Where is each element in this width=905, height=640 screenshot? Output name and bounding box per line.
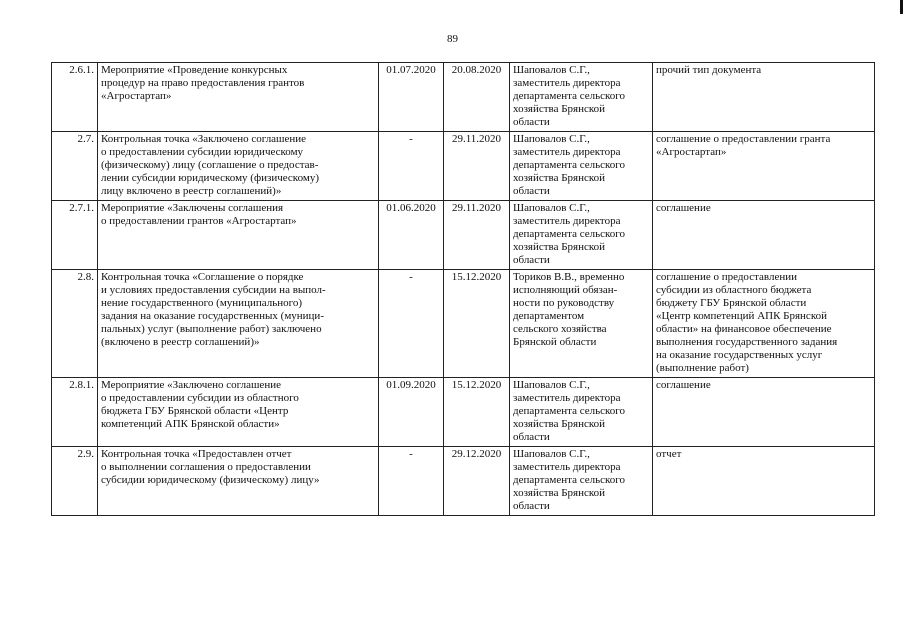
end-date: 29.11.2020 <box>444 132 510 201</box>
name-line: о выполнении соглашения о предоставлении <box>101 461 311 473</box>
name-line: и условиях предоставления субсидии на выпол- <box>101 284 326 296</box>
table-row <box>52 132 875 201</box>
document-line: субсидии из областного бюджета <box>656 284 812 296</box>
responsible-line: области <box>513 254 550 266</box>
document-type <box>653 63 875 132</box>
item-name <box>98 201 379 270</box>
responsible-line: ности по руководству <box>513 297 615 309</box>
end-date: 29.11.2020 <box>444 201 510 270</box>
name-line: субсидии юридическому (физическому) лицу» <box>101 474 320 486</box>
table-row <box>52 201 875 270</box>
item-name <box>98 447 379 516</box>
document-type <box>653 201 875 270</box>
item-number: 2.7. <box>52 132 98 201</box>
responsible-line: заместитель директора <box>513 461 621 473</box>
table-row <box>52 63 875 132</box>
document-line: «Центр компетенций АПК Брянской <box>656 310 827 322</box>
start-date: - <box>379 132 444 201</box>
name-line: о предоставлении субсидии юридическому <box>101 146 304 158</box>
responsible-line: Брянской области <box>513 336 597 348</box>
document-line: выполнения государственного задания <box>656 336 838 348</box>
end-date: 15.12.2020 <box>444 270 510 378</box>
document-type <box>653 270 875 378</box>
responsible-line: Ториков В.В., временно <box>513 271 625 283</box>
document-line: (выполнение работ) <box>656 362 749 374</box>
scan-edge-mark <box>900 0 903 14</box>
name-line: (физическому) лицу (соглашение о предостав- <box>101 159 319 171</box>
start-date: 01.09.2020 <box>379 378 444 447</box>
name-line: пальных) услуг (выполнение работ) заключено <box>101 323 322 335</box>
end-date: 29.12.2020 <box>444 447 510 516</box>
name-line: компетенций АПК Брянской области» <box>101 418 280 430</box>
item-number: 2.9. <box>52 447 98 516</box>
responsible-person <box>510 201 653 270</box>
implementation-plan-table <box>51 62 875 516</box>
document-line: соглашение о предоставлении гранта <box>656 133 831 145</box>
item-number: 2.8. <box>52 270 98 378</box>
responsible-line: исполняющий обязан- <box>513 284 618 296</box>
end-date: 15.12.2020 <box>444 378 510 447</box>
responsible-line: области <box>513 500 550 512</box>
responsible-person <box>510 378 653 447</box>
name-line: бюджета ГБУ Брянской области «Центр <box>101 405 289 417</box>
responsible-line: департамента сельского <box>513 405 626 417</box>
item-number: 2.8.1. <box>52 378 98 447</box>
document-line: отчет <box>656 448 682 460</box>
name-line: «Агростартап» <box>101 90 172 102</box>
start-date: 01.06.2020 <box>379 201 444 270</box>
responsible-line: хозяйства Брянской <box>513 487 606 499</box>
responsible-line: хозяйства Брянской <box>513 418 606 430</box>
document-line: на оказание государственных услуг <box>656 349 823 361</box>
responsible-line: заместитель директора <box>513 392 621 404</box>
start-date: 01.07.2020 <box>379 63 444 132</box>
responsible-line: области <box>513 431 550 443</box>
document-line: «Агростартап» <box>656 146 727 158</box>
item-name <box>98 270 379 378</box>
responsible-person <box>510 270 653 378</box>
responsible-line: Шаповалов С.Г., <box>513 448 590 460</box>
name-line: лении субсидии юридическому (физическому) <box>101 172 319 184</box>
responsible-line: сельского хозяйства <box>513 323 607 335</box>
name-line: процедур на право предоставления грантов <box>101 77 305 89</box>
responsible-line: департамента сельского <box>513 228 626 240</box>
name-line: задания на оказание государственных (муници- <box>101 310 324 322</box>
name-line: о предоставлении субсидии из областного <box>101 392 299 404</box>
responsible-line: области <box>513 185 550 197</box>
table-row <box>52 270 875 378</box>
name-line: Мероприятие «Заключены соглашения <box>101 202 284 214</box>
document-line: соглашение о предоставлении <box>656 271 797 283</box>
responsible-line: заместитель директора <box>513 146 621 158</box>
name-line: о предоставлении грантов «Агростартап» <box>101 215 297 227</box>
name-line: лицу включено в реестр соглашений)» <box>101 185 282 197</box>
responsible-person <box>510 63 653 132</box>
table-row <box>52 447 875 516</box>
name-line: (включено в реестр соглашений)» <box>101 336 260 348</box>
item-number: 2.7.1. <box>52 201 98 270</box>
page-number: 89 <box>447 33 458 45</box>
responsible-line: Шаповалов С.Г., <box>513 202 590 214</box>
item-name <box>98 63 379 132</box>
name-line: нение государственного (муниципального) <box>101 297 303 309</box>
item-name <box>98 132 379 201</box>
document-type <box>653 132 875 201</box>
responsible-line: хозяйства Брянской <box>513 172 606 184</box>
responsible-line: департамента сельского <box>513 474 626 486</box>
end-date: 20.08.2020 <box>444 63 510 132</box>
start-date: - <box>379 270 444 378</box>
responsible-person <box>510 132 653 201</box>
responsible-line: Шаповалов С.Г., <box>513 64 590 76</box>
responsible-line: департаментом <box>513 310 585 322</box>
responsible-line: департамента сельского <box>513 90 626 102</box>
name-line: Мероприятие «Проведение конкурсных <box>101 64 288 76</box>
document-line: соглашение <box>656 379 711 391</box>
responsible-line: Шаповалов С.Г., <box>513 379 590 391</box>
item-name <box>98 378 379 447</box>
responsible-line: заместитель директора <box>513 77 621 89</box>
responsible-line: хозяйства Брянской <box>513 241 606 253</box>
name-line: Контрольная точка «Заключено соглашение <box>101 133 307 145</box>
document-line: прочий тип документа <box>656 64 762 76</box>
document-line: соглашение <box>656 202 711 214</box>
document-line: области» на финансовое обеспечение <box>656 323 832 335</box>
responsible-line: департамента сельского <box>513 159 626 171</box>
table-row <box>52 378 875 447</box>
item-number: 2.6.1. <box>52 63 98 132</box>
responsible-line: хозяйства Брянской <box>513 103 606 115</box>
responsible-line: заместитель директора <box>513 215 621 227</box>
name-line: Контрольная точка «Предоставлен отчет <box>101 448 292 460</box>
document-line: бюджету ГБУ Брянской области <box>656 297 807 309</box>
table-body <box>52 63 875 516</box>
document-type <box>653 378 875 447</box>
responsible-line: области <box>513 116 550 128</box>
name-line: Мероприятие «Заключено соглашение <box>101 379 281 391</box>
responsible-line: Шаповалов С.Г., <box>513 133 590 145</box>
start-date: - <box>379 447 444 516</box>
responsible-person <box>510 447 653 516</box>
name-line: Контрольная точка «Соглашение о порядке <box>101 271 304 283</box>
document-type <box>653 447 875 516</box>
